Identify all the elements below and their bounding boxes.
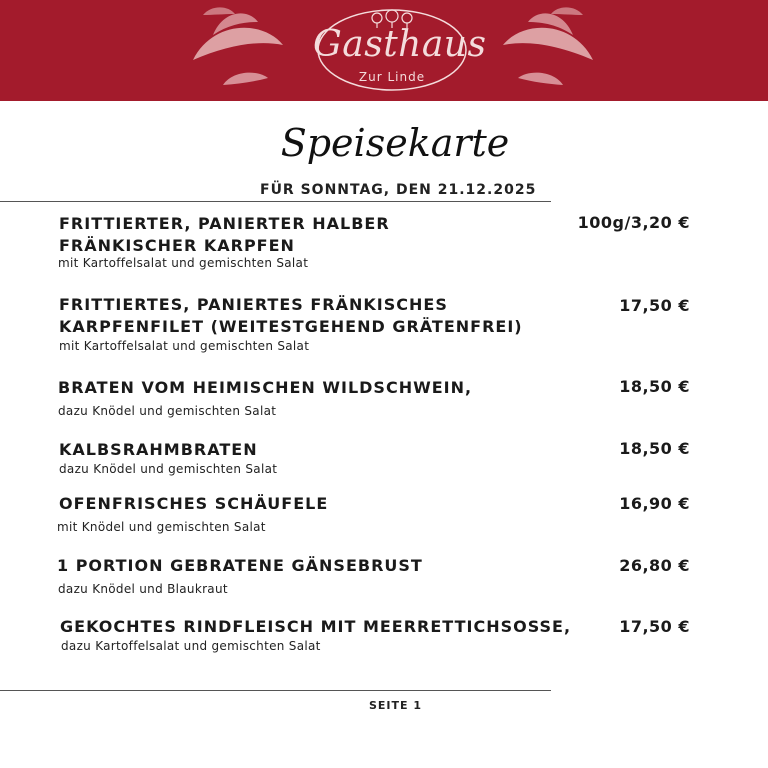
menu-item-description: mit Kartoffelsalat und gemischten Salat: [59, 339, 310, 353]
leaf-ornament-right-icon: [493, 0, 603, 95]
menu-item-name: OFENFRISCHES SCHÄUFELE: [59, 494, 329, 513]
menu-item-description: dazu Knödel und gemischten Salat: [59, 462, 278, 476]
date-line: FÜR SONNTAG, DEN 21.12.2025: [260, 182, 537, 198]
menu-item-name: GEKOCHTES RINDFLEISCH MIT MEERRETTICHSOSSE,: [60, 617, 572, 636]
logo: [313, 4, 487, 92]
page-title-script: [280, 112, 510, 182]
logo-title: Gasthaus: [313, 24, 487, 65]
menu-item-description: mit Knödel und gemischten Salat: [57, 520, 266, 534]
menu-item-name: BRATEN VOM HEIMISCHEN WILDSCHWEIN,: [58, 378, 473, 397]
menu-item-price: 17,50 €: [619, 296, 690, 315]
page-number: SEITE 1: [369, 699, 423, 712]
menu-item-name: 1 PORTION GEBRATENE GÄNSEBRUST: [57, 556, 423, 575]
menu-item-name: KALBSRAHMBRATEN: [59, 440, 258, 459]
menu-item-description: dazu Knödel und gemischten Salat: [58, 404, 277, 418]
menu-item-price: 17,50 €: [619, 617, 690, 636]
menu-item-price: 18,50 €: [619, 377, 690, 396]
leaf-ornament-left-icon: [183, 0, 293, 95]
svg-text:Speisekarte: Speisekarte: [280, 121, 510, 165]
menu-item-description: dazu Kartoffelsalat und gemischten Salat: [61, 639, 321, 653]
page-title: [280, 112, 510, 182]
logo-subtitle: Zur Linde: [358, 70, 426, 84]
bottom-divider: [0, 690, 551, 691]
menu-item-price: 100g/3,20 €: [577, 213, 690, 232]
menu-item-price: 18,50 €: [619, 439, 690, 458]
menu-item-description: dazu Knödel und Blaukraut: [58, 582, 228, 596]
header-banner: [0, 0, 768, 101]
menu-item-name: FRITTIERTES, PANIERTES FRÄNKISCHES KARPFENFILET (WEITESTGEHEND GRÄTENFREI): [59, 295, 523, 336]
menu-item-description: mit Kartoffelsalat und gemischten Salat: [58, 256, 309, 270]
menu-item-price: 26,80 €: [619, 556, 690, 575]
menu-item-name: FRITTIERTER, PANIERTER HALBER FRÄNKISCHER KARPFEN: [59, 214, 390, 255]
top-divider: [0, 201, 551, 202]
menu-item-price: 16,90 €: [619, 494, 690, 513]
